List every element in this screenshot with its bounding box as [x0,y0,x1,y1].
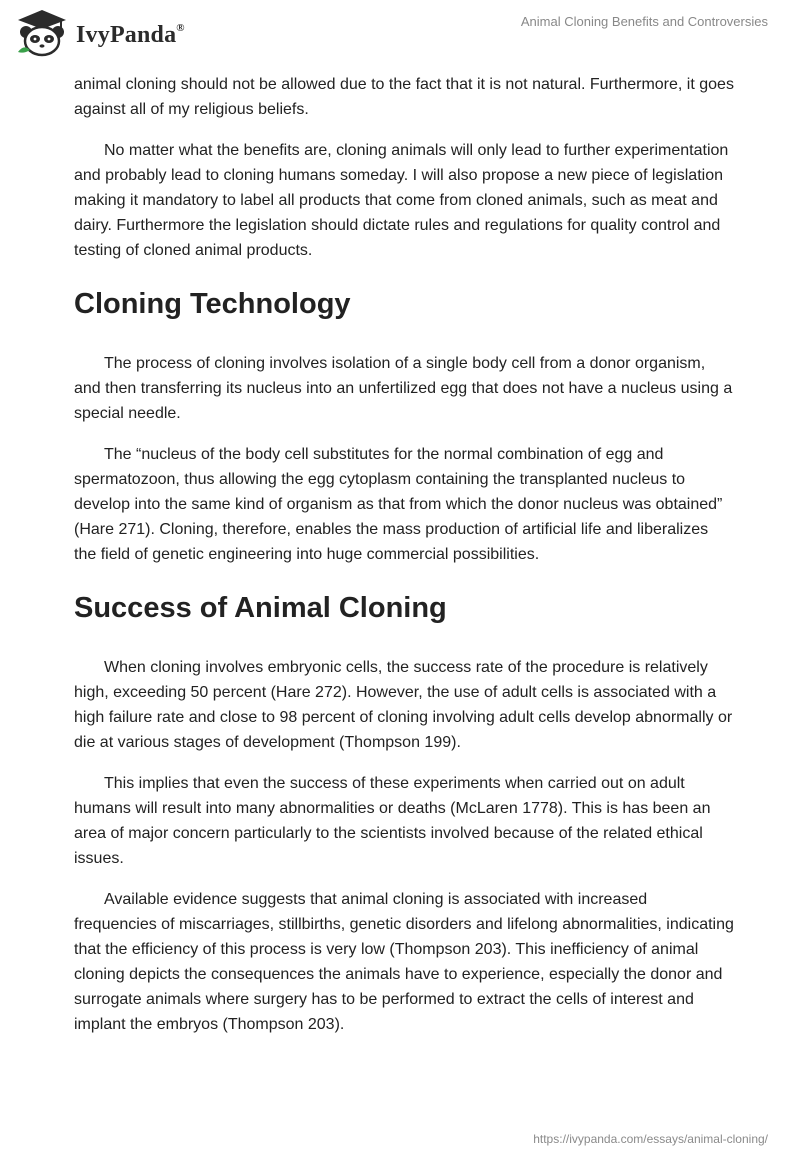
panda-graduate-icon [14,8,70,58]
essay-body [74,72,734,1053]
section-heading: Cloning Technology [74,288,351,320]
paragraph: animal cloning should not be allowed due to the fact that it is not natural. Furthermore, it goes against all of my religious beliefs. [74,76,734,118]
paragraph: When cloning involves embryonic cells, the success rate of the procedure is relatively high, exceeding 50 percent (Hare 272). However, the use of adult cells is associated with a high failure rate and close to 98 percent of cloning involving adult cells develop abnormally or die at various stages of development (Thompson 199). [74,659,733,751]
page-header [0,0,800,70]
section-heading: Success of Animal Cloning [74,592,447,624]
paragraph: This implies that even the success of these experiments when carried out on adult humans will result into many abnormalities or deaths (McLaren 1778). This is has been an area of major concern particularly to the scientists involved because of the related ethical issues. [74,775,711,867]
paragraph: The process of cloning involves isolation of a single body cell from a donor organism, and then transferring its nucleus into an unfertilized egg that does not have a nucleus using a special needle. [74,355,733,422]
brand-logo[interactable] [14,8,185,58]
source-url[interactable]: https://ivypanda.com/essays/animal-cloning/ [533,1132,768,1146]
brand-name: IvyPanda® [76,21,185,48]
paragraph: The “nucleus of the body cell substitutes for the normal combination of egg and spermatozoon, thus allowing the egg cytoplasm containing the transplanted nucleus to develop into the same kind of organism as that from which the donor nucleus was obtained” (Hare 271). Cloning, therefore, enables the mass production of artificial life and liberalizes the field of genetic engineering into huge commercial possibilities. [74,446,723,563]
paragraph: No matter what the benefits are, cloning animals will only lead to further experimentation and probably lead to cloning humans someday. I will also propose a new piece of legislation making it mandatory to label all products that come from cloned animals, such as meat and dairy. Furthermore the legislation should dictate rules and regulations for quality control and testing of cloned animal products. [74,142,729,259]
paragraph: Available evidence suggests that animal cloning is associated with increased frequencies of miscarriages, stillbirths, genetic disorders and lifelong abnormalities, indicating that the efficiency of this process is very low (Thompson 203). This inefficiency of animal cloning depicts the consequences the animals have to experience, especially the donor and surrogate animals where surgery has to be performed to extract the cells of interest and implant the embryos (Thompson 203). [74,891,734,1033]
document-title: Animal Cloning Benefits and Controversies [520,14,768,29]
